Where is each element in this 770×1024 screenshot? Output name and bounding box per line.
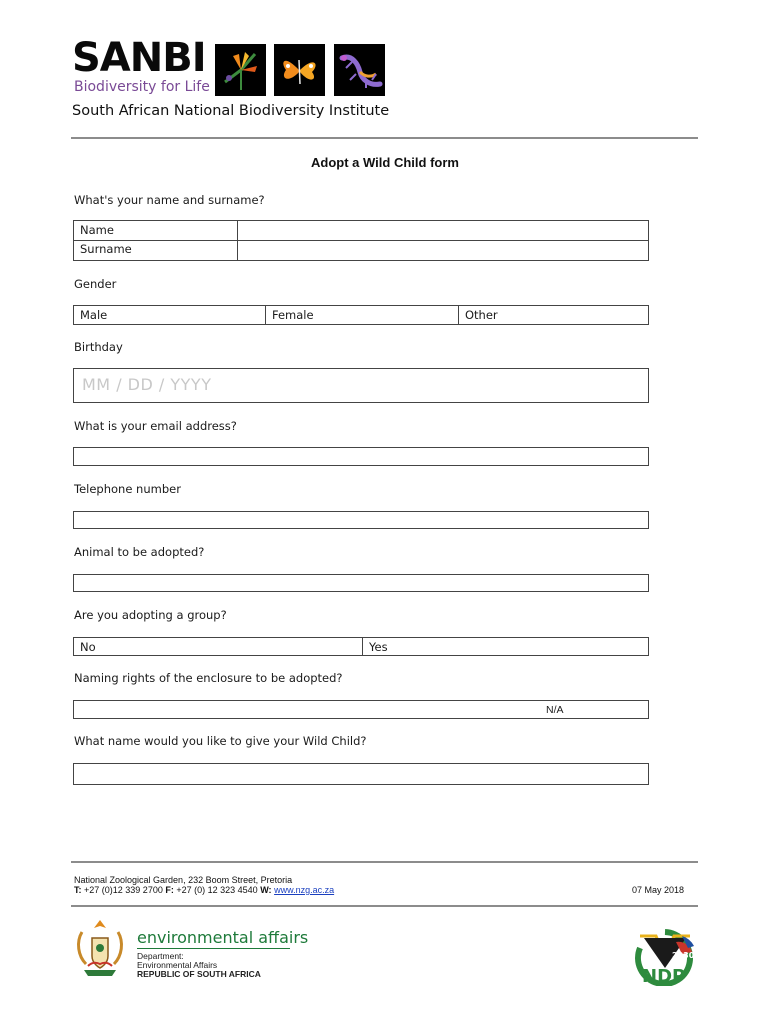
footer-address: National Zoological Garden, 232 Boom Street, Pretoria [74, 875, 293, 885]
lizard-icon [334, 44, 385, 96]
naming-value: N/A [546, 704, 564, 716]
ndp-text: NDP [642, 966, 686, 986]
phone-input[interactable] [73, 511, 649, 529]
phone-question: Telephone number [74, 482, 181, 496]
childname-input[interactable] [73, 763, 649, 785]
tel-number: +27 (0)12 339 2700 [84, 885, 163, 895]
butterfly-icon [274, 44, 325, 96]
fax-label: F: [165, 885, 174, 895]
email-input[interactable] [73, 447, 649, 466]
group-question: Are you adopting a group? [74, 608, 227, 622]
animal-input[interactable] [73, 574, 649, 592]
name-input[interactable] [238, 221, 648, 240]
form-title: Adopt a Wild Child form [311, 155, 459, 170]
environmental-affairs-underline [137, 948, 290, 949]
ndp-logo-icon [632, 928, 698, 986]
department-label: Department: [137, 951, 184, 961]
gender-option-other[interactable]: Other [465, 308, 498, 322]
country-name: REPUBLIC OF SOUTH AFRICA [137, 969, 261, 979]
name-label: Name [80, 223, 114, 237]
footer-bottom-divider [71, 905, 698, 907]
childname-question: What name would you like to give your Wild Child? [74, 734, 367, 748]
surname-input[interactable] [238, 241, 648, 260]
bird-of-paradise-flower-icon [215, 44, 266, 96]
department-name: Environmental Affairs [137, 960, 218, 970]
surname-label: Surname [80, 242, 132, 256]
environmental-affairs-title: environmental affairs [137, 928, 309, 947]
name-question: What's your name and surname? [74, 193, 265, 207]
group-option-no[interactable]: No [80, 640, 96, 654]
sanbi-logo-text: SANBI [72, 35, 206, 81]
birthday-placeholder: MM / DD / YYYY [82, 375, 212, 394]
header-divider [71, 137, 698, 139]
name-table [73, 220, 649, 261]
footer-top-divider [71, 861, 698, 863]
gender-option-male[interactable]: Male [80, 308, 108, 322]
fax-number: +27 (0) 12 323 4540 [176, 885, 258, 895]
tel-label: T: [74, 885, 82, 895]
naming-question: Naming rights of the enclosure to be adopted? [74, 671, 343, 685]
group-options [73, 637, 649, 656]
group-option-yes[interactable]: Yes [369, 640, 388, 654]
website-link[interactable]: www.nzg.ac.za [274, 885, 335, 895]
footer-contact [74, 885, 334, 895]
birthday-question: Birthday [74, 340, 123, 354]
gender-options [73, 305, 649, 325]
institute-name: South African National Biodiversity Institute [72, 103, 390, 119]
birthday-input[interactable] [73, 368, 649, 403]
gender-option-female[interactable]: Female [272, 308, 314, 322]
sanbi-tagline: Biodiversity for Life [74, 79, 210, 95]
ndp-year: 2030 [672, 951, 695, 960]
web-label: W: [260, 885, 272, 895]
footer-date: 07 May 2018 [631, 885, 684, 895]
gender-question: Gender [74, 277, 117, 291]
coat-of-arms-icon [72, 916, 128, 982]
email-question: What is your email address? [74, 419, 237, 433]
animal-question: Animal to be adopted? [74, 545, 205, 559]
naming-input[interactable] [73, 700, 649, 719]
